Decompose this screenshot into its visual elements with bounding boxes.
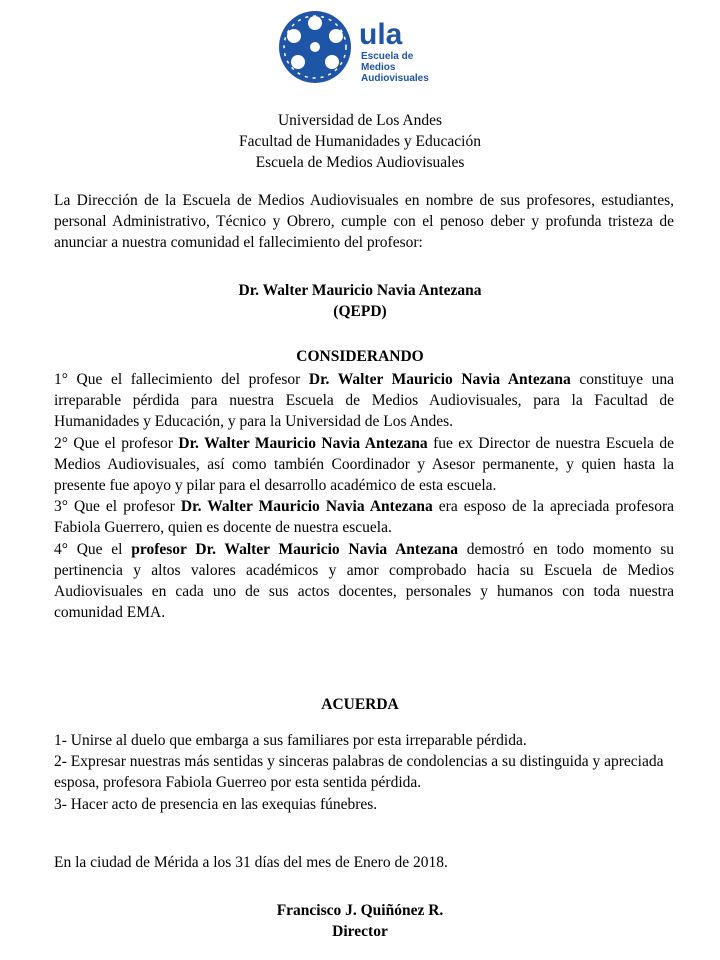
intro-paragraph: La Dirección de la Escuela de Medios Audiovisuales en nombre de sus profesores, estudiantes, personal Administrativo, Técnico y Obrero, cumple con el penoso deber y profunda tristeza de anunciar a nuestra comunidad el fallecimiento del profesor: <box>54 192 674 252</box>
honoree-name: Dr. Walter Mauricio Navia Antezana <box>238 282 482 299</box>
header-line-3: Escuela de Medios Audiovisuales <box>255 154 465 171</box>
signature-block <box>0 900 720 942</box>
acuerda-list <box>54 730 674 815</box>
considerando-item <box>54 496 674 538</box>
acuerda-item: 2- Expresar nuestras más sentidas y sinceras palabras de condolencias a su distinguida y apreciada esposa, profesora Fabiola Guerreo por esta sentida pérdida. <box>54 753 664 792</box>
signature-title: Director <box>332 923 388 940</box>
item-text: constituye una irreparable pérdida para nuestra Escuela de Medios Audiovisuales, para la Facultad de Humanidades y Educación, y para la Universidad de Los Andes. <box>54 371 674 431</box>
considerando-title: CONSIDERANDO <box>296 348 424 365</box>
honoree-qepd: (QEPD) <box>333 303 387 320</box>
item-name: Dr. Walter Mauricio Navia Antezana <box>180 498 433 516</box>
film-reel-icon <box>279 11 351 83</box>
considerando-item <box>54 433 674 497</box>
acuerda-item: 1- Unirse al duelo que embarga a sus familiares por esta irreparable pérdida. <box>54 732 527 749</box>
item-prefix: 2° Que el profesor <box>54 434 179 452</box>
signature-name: Francisco J. Quiñónez R. <box>276 902 444 919</box>
institution-header <box>0 110 720 173</box>
acuerda-item: 3- Hacer acto de presencia en las exequias fúnebres. <box>54 795 378 813</box>
considerando-item <box>54 369 674 433</box>
ula-ema-logo <box>276 8 446 86</box>
item-prefix: 3° Que el profesor <box>54 498 181 516</box>
item-text: era esposo de la apreciada profesora Fabiola Guerrero, quien es docente de nuestra escuela. <box>54 498 674 537</box>
item-name: Dr. Walter Mauricio Navia Antezana <box>308 371 571 388</box>
item-prefix: 4° Que el <box>54 540 132 558</box>
acuerda-title: ACUERDA <box>321 696 399 713</box>
header-line-2: Facultad de Humanidades y Educación <box>239 133 481 150</box>
logo-line-2: Medios <box>361 62 396 73</box>
header-line-1: Universidad de Los Andes <box>277 112 442 129</box>
logo-line-1: Escuela de <box>361 51 414 62</box>
considerando-item <box>54 539 674 624</box>
honoree-block <box>0 280 720 322</box>
logo-line-3: Audiovisuales <box>361 73 429 84</box>
considerando-list <box>54 369 674 623</box>
item-text: demostró en todo momento su pertinencia y altos valores académicos y amor comprobado hacia su Escuela de Medios Audiovisuales en cada uno de sus actos docentes, personales y humanos con toda nuestra comunidad EMA. <box>54 540 674 622</box>
item-prefix: 1° Que el fallecimiento del profesor <box>54 371 309 388</box>
item-text: fue ex Director de nuestra Escuela de Medios Audiovisuales, así como también Coordinador y Asesor permanente, y quien hasta la presente fue apoyo y pilar para el desarrollo académico de esta escuela. <box>54 434 674 495</box>
closing-line: En la ciudad de Mérida a los 31 días del mes de Enero de 2018. <box>54 854 448 871</box>
logo-mark: ula <box>359 18 403 51</box>
item-name: profesor Dr. Walter Mauricio Navia Antezana <box>131 540 458 558</box>
item-name: Dr. Walter Mauricio Navia Antezana <box>178 434 428 452</box>
